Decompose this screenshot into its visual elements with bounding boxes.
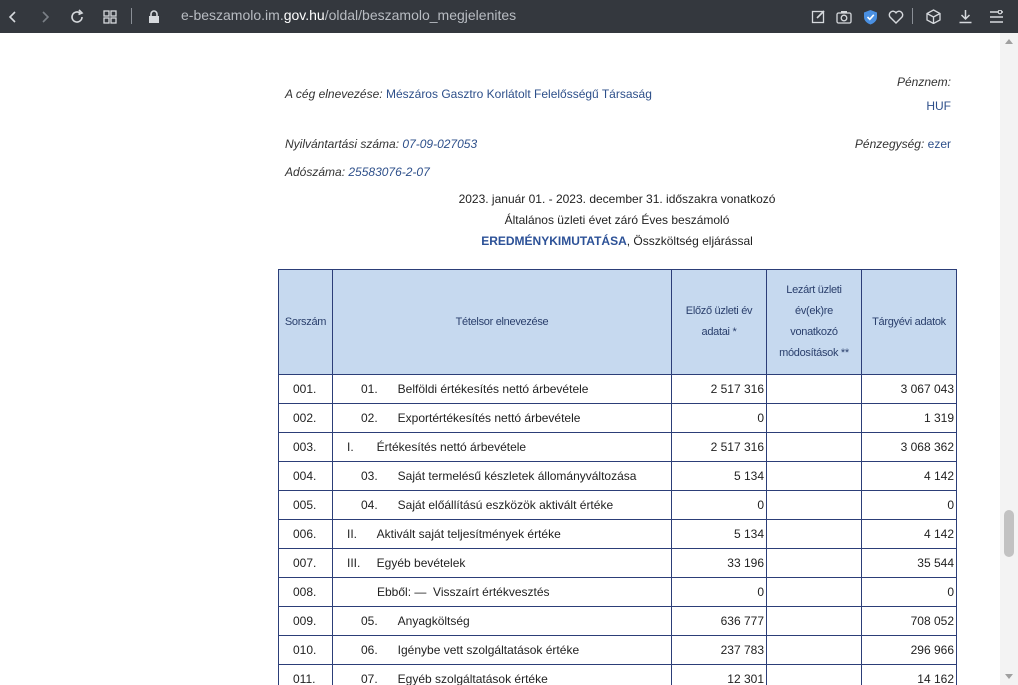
tax-value: 25583076-2-07	[348, 165, 430, 179]
address-bar[interactable]	[181, 0, 516, 33]
row-current-value: 4 142	[862, 462, 957, 491]
row-label-text: Egyéb szolgáltatások értéke	[397, 672, 548, 685]
row-code: 02.	[361, 411, 378, 425]
row-code: 07.	[361, 672, 378, 685]
row-code: I.	[347, 440, 354, 454]
table-row	[279, 375, 957, 404]
row-current-value: 3 067 043	[862, 375, 957, 404]
row-number: 010.	[279, 636, 333, 665]
header-sorszam: Sorszám	[279, 270, 333, 375]
row-modification	[767, 520, 862, 549]
header-targy: Tárgyévi adatok	[862, 270, 957, 375]
row-label	[333, 375, 672, 404]
row-number: 008.	[279, 578, 333, 607]
row-current-value: 4 142	[862, 520, 957, 549]
table-row	[279, 491, 957, 520]
registration-number	[285, 137, 477, 151]
row-label	[333, 433, 672, 462]
page-content	[0, 33, 1000, 685]
row-label-text: Egyéb bevételek	[376, 556, 466, 570]
currency-label: Pénznem:	[896, 75, 951, 89]
row-number: 005.	[279, 491, 333, 520]
row-prev-value: 0	[672, 491, 767, 520]
row-modification	[767, 375, 862, 404]
header-elozo: Előző üzleti év adatai *	[672, 270, 767, 375]
report-title-rest: , Összköltség eljárással	[626, 234, 753, 248]
row-prev-value: 2 517 316	[672, 433, 767, 462]
screenshot-icon[interactable]	[834, 0, 854, 33]
lock-icon[interactable]	[146, 0, 162, 33]
row-number: 002.	[279, 404, 333, 433]
row-label-text: Anyagköltség	[397, 614, 470, 628]
row-number: 007.	[279, 549, 333, 578]
tax-label: Adószáma:	[285, 165, 346, 179]
currency-value	[926, 99, 951, 113]
row-number: 003.	[279, 433, 333, 462]
browser-toolbar	[0, 0, 1018, 33]
row-label	[333, 404, 672, 433]
row-label-text: Saját termelésű készletek állományváltozása	[397, 469, 637, 483]
back-icon[interactable]	[3, 0, 23, 33]
table-row	[279, 549, 957, 578]
row-number: 001.	[279, 375, 333, 404]
unit-value: ezer	[927, 137, 951, 151]
table-header-row	[279, 270, 957, 375]
company-name	[285, 87, 652, 101]
currency-value-text: HUF	[926, 99, 951, 113]
unit	[855, 137, 951, 151]
registration-value: 07-09-027053	[402, 137, 478, 151]
row-prev-value: 2 517 316	[672, 375, 767, 404]
row-current-value: 296 966	[862, 636, 957, 665]
row-label	[333, 549, 672, 578]
row-code: 04.	[361, 498, 378, 512]
row-current-value: 708 052	[862, 607, 957, 636]
toolbar-separator	[131, 8, 132, 24]
table-row	[279, 578, 957, 607]
row-modification	[767, 491, 862, 520]
heart-icon[interactable]	[886, 0, 906, 33]
row-prev-value: 636 777	[672, 607, 767, 636]
row-current-value: 1 319	[862, 404, 957, 433]
table-row	[279, 433, 957, 462]
row-label-text: Igénybe vett szolgáltatások értéke	[397, 643, 580, 657]
table-row	[279, 462, 957, 491]
income-statement-table	[278, 269, 957, 685]
row-label	[333, 607, 672, 636]
row-prev-value: 5 134	[672, 520, 767, 549]
row-modification	[767, 578, 862, 607]
row-code: 03.	[361, 469, 378, 483]
row-modification	[767, 462, 862, 491]
row-label-text: Belföldi értékesítés nettó árbevétele	[397, 382, 589, 396]
table-row	[279, 665, 957, 685]
row-current-value: 35 544	[862, 549, 957, 578]
scroll-down-icon[interactable]	[1005, 674, 1013, 679]
header-tetel: Tételsor elnevezése	[333, 270, 672, 375]
row-prev-value: 33 196	[672, 549, 767, 578]
row-code: Ebből: —	[377, 585, 427, 599]
row-label-text: Visszaírt értékvesztés	[433, 585, 550, 599]
row-code: 01.	[361, 382, 378, 396]
header-lezart: Lezárt üzleti év(ek)re vonatkozó módosítások **	[767, 270, 862, 375]
row-modification	[767, 607, 862, 636]
row-code: 05.	[361, 614, 378, 628]
shield-icon[interactable]	[860, 0, 880, 33]
reload-icon[interactable]	[67, 0, 87, 33]
row-code: II.	[347, 527, 358, 541]
forward-icon[interactable]	[35, 0, 55, 33]
table-row	[279, 607, 957, 636]
row-prev-value: 0	[672, 578, 767, 607]
report-title	[278, 234, 956, 248]
row-number: 004.	[279, 462, 333, 491]
row-label-text: Aktivált saját teljesítmények értéke	[376, 527, 561, 541]
row-label	[333, 578, 672, 607]
grid-icon[interactable]	[100, 0, 120, 33]
url-host-domain: gov.hu	[283, 7, 325, 23]
menu-icon[interactable]	[986, 0, 1006, 33]
registration-label: Nyilvántartási száma:	[285, 137, 400, 151]
row-label	[333, 665, 672, 685]
table-row	[279, 404, 957, 433]
url-host-prefix: e-beszamolo.im.	[181, 7, 284, 23]
row-label-text: Exportértékesítés nettó árbevétele	[397, 411, 581, 425]
report-period: 2023. január 01. - 2023. december 31. időszakra vonatkozó	[458, 192, 776, 206]
row-label-text: Saját előállítású eszközök aktivált értéke	[397, 498, 614, 512]
row-modification	[767, 665, 862, 685]
table-row	[279, 636, 957, 665]
unit-label: Pénzegység:	[854, 137, 925, 151]
row-prev-value: 12 301	[672, 665, 767, 685]
row-current-value: 0	[862, 491, 957, 520]
edit-icon[interactable]	[808, 0, 828, 33]
row-current-value: 0	[862, 578, 957, 607]
url-path: /oldal/beszamolo_megjelenites	[324, 7, 517, 23]
report-type: Általános üzleti évet záró Éves beszámoló	[504, 213, 730, 227]
row-label	[333, 636, 672, 665]
row-code: III.	[347, 556, 361, 570]
row-modification	[767, 433, 862, 462]
scrollbar-thumb[interactable]	[1004, 510, 1014, 557]
row-current-value: 3 068 362	[862, 433, 957, 462]
row-modification	[767, 636, 862, 665]
row-modification	[767, 549, 862, 578]
row-modification	[767, 404, 862, 433]
download-icon[interactable]	[955, 0, 975, 33]
row-number: 011.	[279, 665, 333, 685]
box-icon[interactable]	[923, 0, 943, 33]
toolbar-separator	[912, 8, 913, 24]
row-prev-value: 0	[672, 404, 767, 433]
tax-number	[285, 165, 430, 179]
row-label	[333, 520, 672, 549]
vertical-scrollbar[interactable]	[1000, 33, 1018, 685]
table-row	[279, 520, 957, 549]
row-number: 009.	[279, 607, 333, 636]
row-current-value: 14 162	[862, 665, 957, 685]
row-prev-value: 5 134	[672, 462, 767, 491]
scroll-up-icon[interactable]	[1005, 39, 1013, 44]
row-prev-value: 237 783	[672, 636, 767, 665]
row-label	[333, 462, 672, 491]
company-name-label: A cég elnevezése:	[285, 87, 383, 101]
row-code: 06.	[361, 643, 378, 657]
company-name-value: Mészáros Gasztro Korlátolt Felelősségű Társaság	[385, 87, 652, 101]
row-label	[333, 491, 672, 520]
row-label-text: Értékesítés nettó árbevétele	[376, 440, 527, 454]
row-number: 006.	[279, 520, 333, 549]
report-title-bold: EREDMÉNYKIMUTATÁSA	[481, 234, 627, 248]
